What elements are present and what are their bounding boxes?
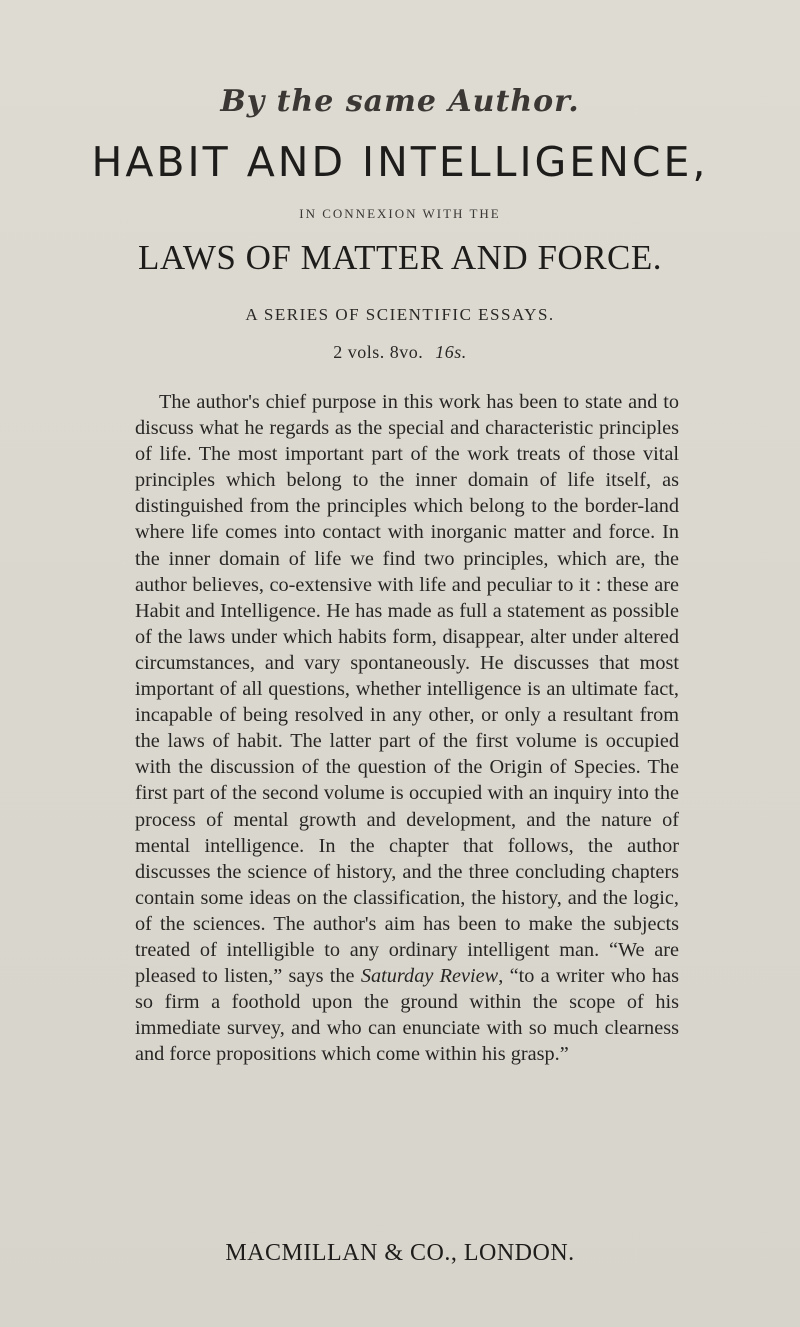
review-source: Saturday Review [360, 965, 499, 988]
publisher-imprint: MACMILLAN & CO., LONDON. [225, 1240, 575, 1266]
book-subtitle: LAWS OF MATTER AND FORCE. [137, 238, 663, 277]
price: 16s. [435, 342, 467, 362]
book-description [135, 389, 679, 1067]
series-description: A SERIES OF SCIENTIFIC ESSAYS. [245, 305, 555, 324]
volume-count: 2 vols. 8vo. [333, 342, 424, 362]
edition-info [0, 342, 800, 363]
by-the-same-author-heading: By the same Author. [220, 84, 580, 119]
review-quote: , “to a writer who has so firm a foothold upon the ground within the scope of his immediate survey, and who can enunciate with so much clearness and force propositions which come within his grasp.” [135, 965, 680, 1066]
book-title: HABIT AND INTELLIGENCE, [91, 138, 709, 186]
title-connector: IN CONNEXION WITH THE [299, 206, 501, 221]
description-paragraph [135, 389, 679, 1067]
description-text: The author's chief purpose in this work has been to state and to discuss what he regards as the special and characteristic principles of life. The most important part of the work treats of those vital principles which belong to the inner domain of life itself, as distinguished from the principles which belong to the border-land where life comes into contact with inorganic matter and force. In the inner domain of life we find two principles, which are, the author believes, co-extensive with life and peculiar to it : these are Habit and Intelligence. He has made as full a statement as possible of the laws under which habits form, disappear, alter under altered circumstances, and vary spontaneously. He discusses that most important of all questions, whether intelligence is an ultimate fact, incapable of being resolved in any other, or only a resultant from the laws of habit. The latter part of the first volume is occupied with the discussion of the question of the Origin of Species. The first part of the second volume is occupied with an inquiry into the process of mental growth and development, and the nature of mental intelligence. In the chapter that follows, the author discusses the science of history, and the three concluding chapters contain some ideas on the classification, the history, and the logic, of the sciences. The author's aim has been to make the subjects treated of intelligible to any ordinary intelligent man. “We are pleased to listen,” says the [135, 391, 679, 988]
